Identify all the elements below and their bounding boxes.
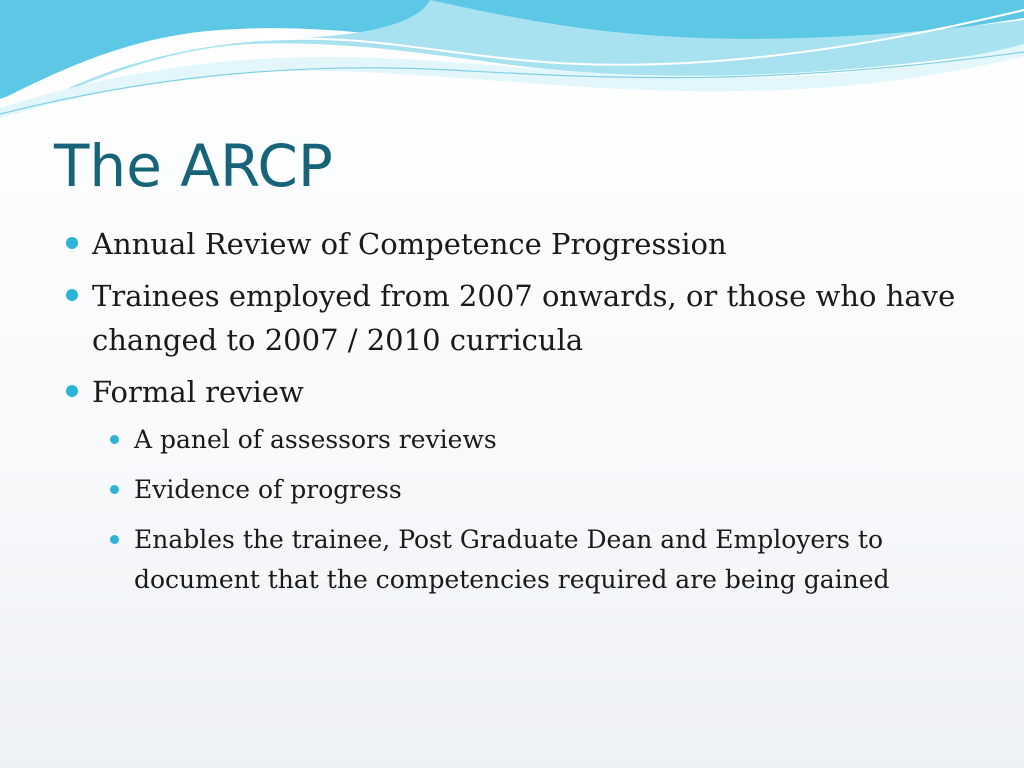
bullet-item bbox=[62, 222, 982, 266]
sub-bullet-dot-icon bbox=[110, 435, 119, 444]
bullet-list bbox=[62, 222, 982, 600]
bullet-text: Formal review bbox=[92, 375, 304, 409]
wave-header-decoration bbox=[0, 0, 1024, 120]
sub-bullet-item bbox=[92, 520, 982, 600]
sub-bullet-text: Evidence of progress bbox=[134, 475, 402, 504]
bullet-dot-icon bbox=[66, 385, 78, 397]
sub-bullet-item bbox=[92, 470, 982, 510]
bullet-item bbox=[62, 274, 982, 362]
sub-bullet-list bbox=[92, 420, 982, 600]
sub-bullet-item bbox=[92, 420, 982, 460]
sub-bullet-text: Enables the trainee, Post Graduate Dean and Employers to document that the competencies required are being gained bbox=[134, 525, 890, 594]
bullet-dot-icon bbox=[66, 237, 78, 249]
slide-title: The ARCP bbox=[54, 132, 333, 200]
bullet-dot-icon bbox=[66, 289, 78, 301]
sub-bullet-dot-icon bbox=[110, 485, 119, 494]
sub-bullet-text: A panel of assessors reviews bbox=[134, 425, 497, 454]
slide-content bbox=[62, 222, 982, 610]
bullet-text: Annual Review of Competence Progression bbox=[92, 227, 727, 261]
bullet-text: Trainees employed from 2007 onwards, or those who have changed to 2007 / 2010 curricula bbox=[92, 279, 956, 357]
bullet-item bbox=[62, 370, 982, 600]
sub-bullet-dot-icon bbox=[110, 535, 119, 544]
